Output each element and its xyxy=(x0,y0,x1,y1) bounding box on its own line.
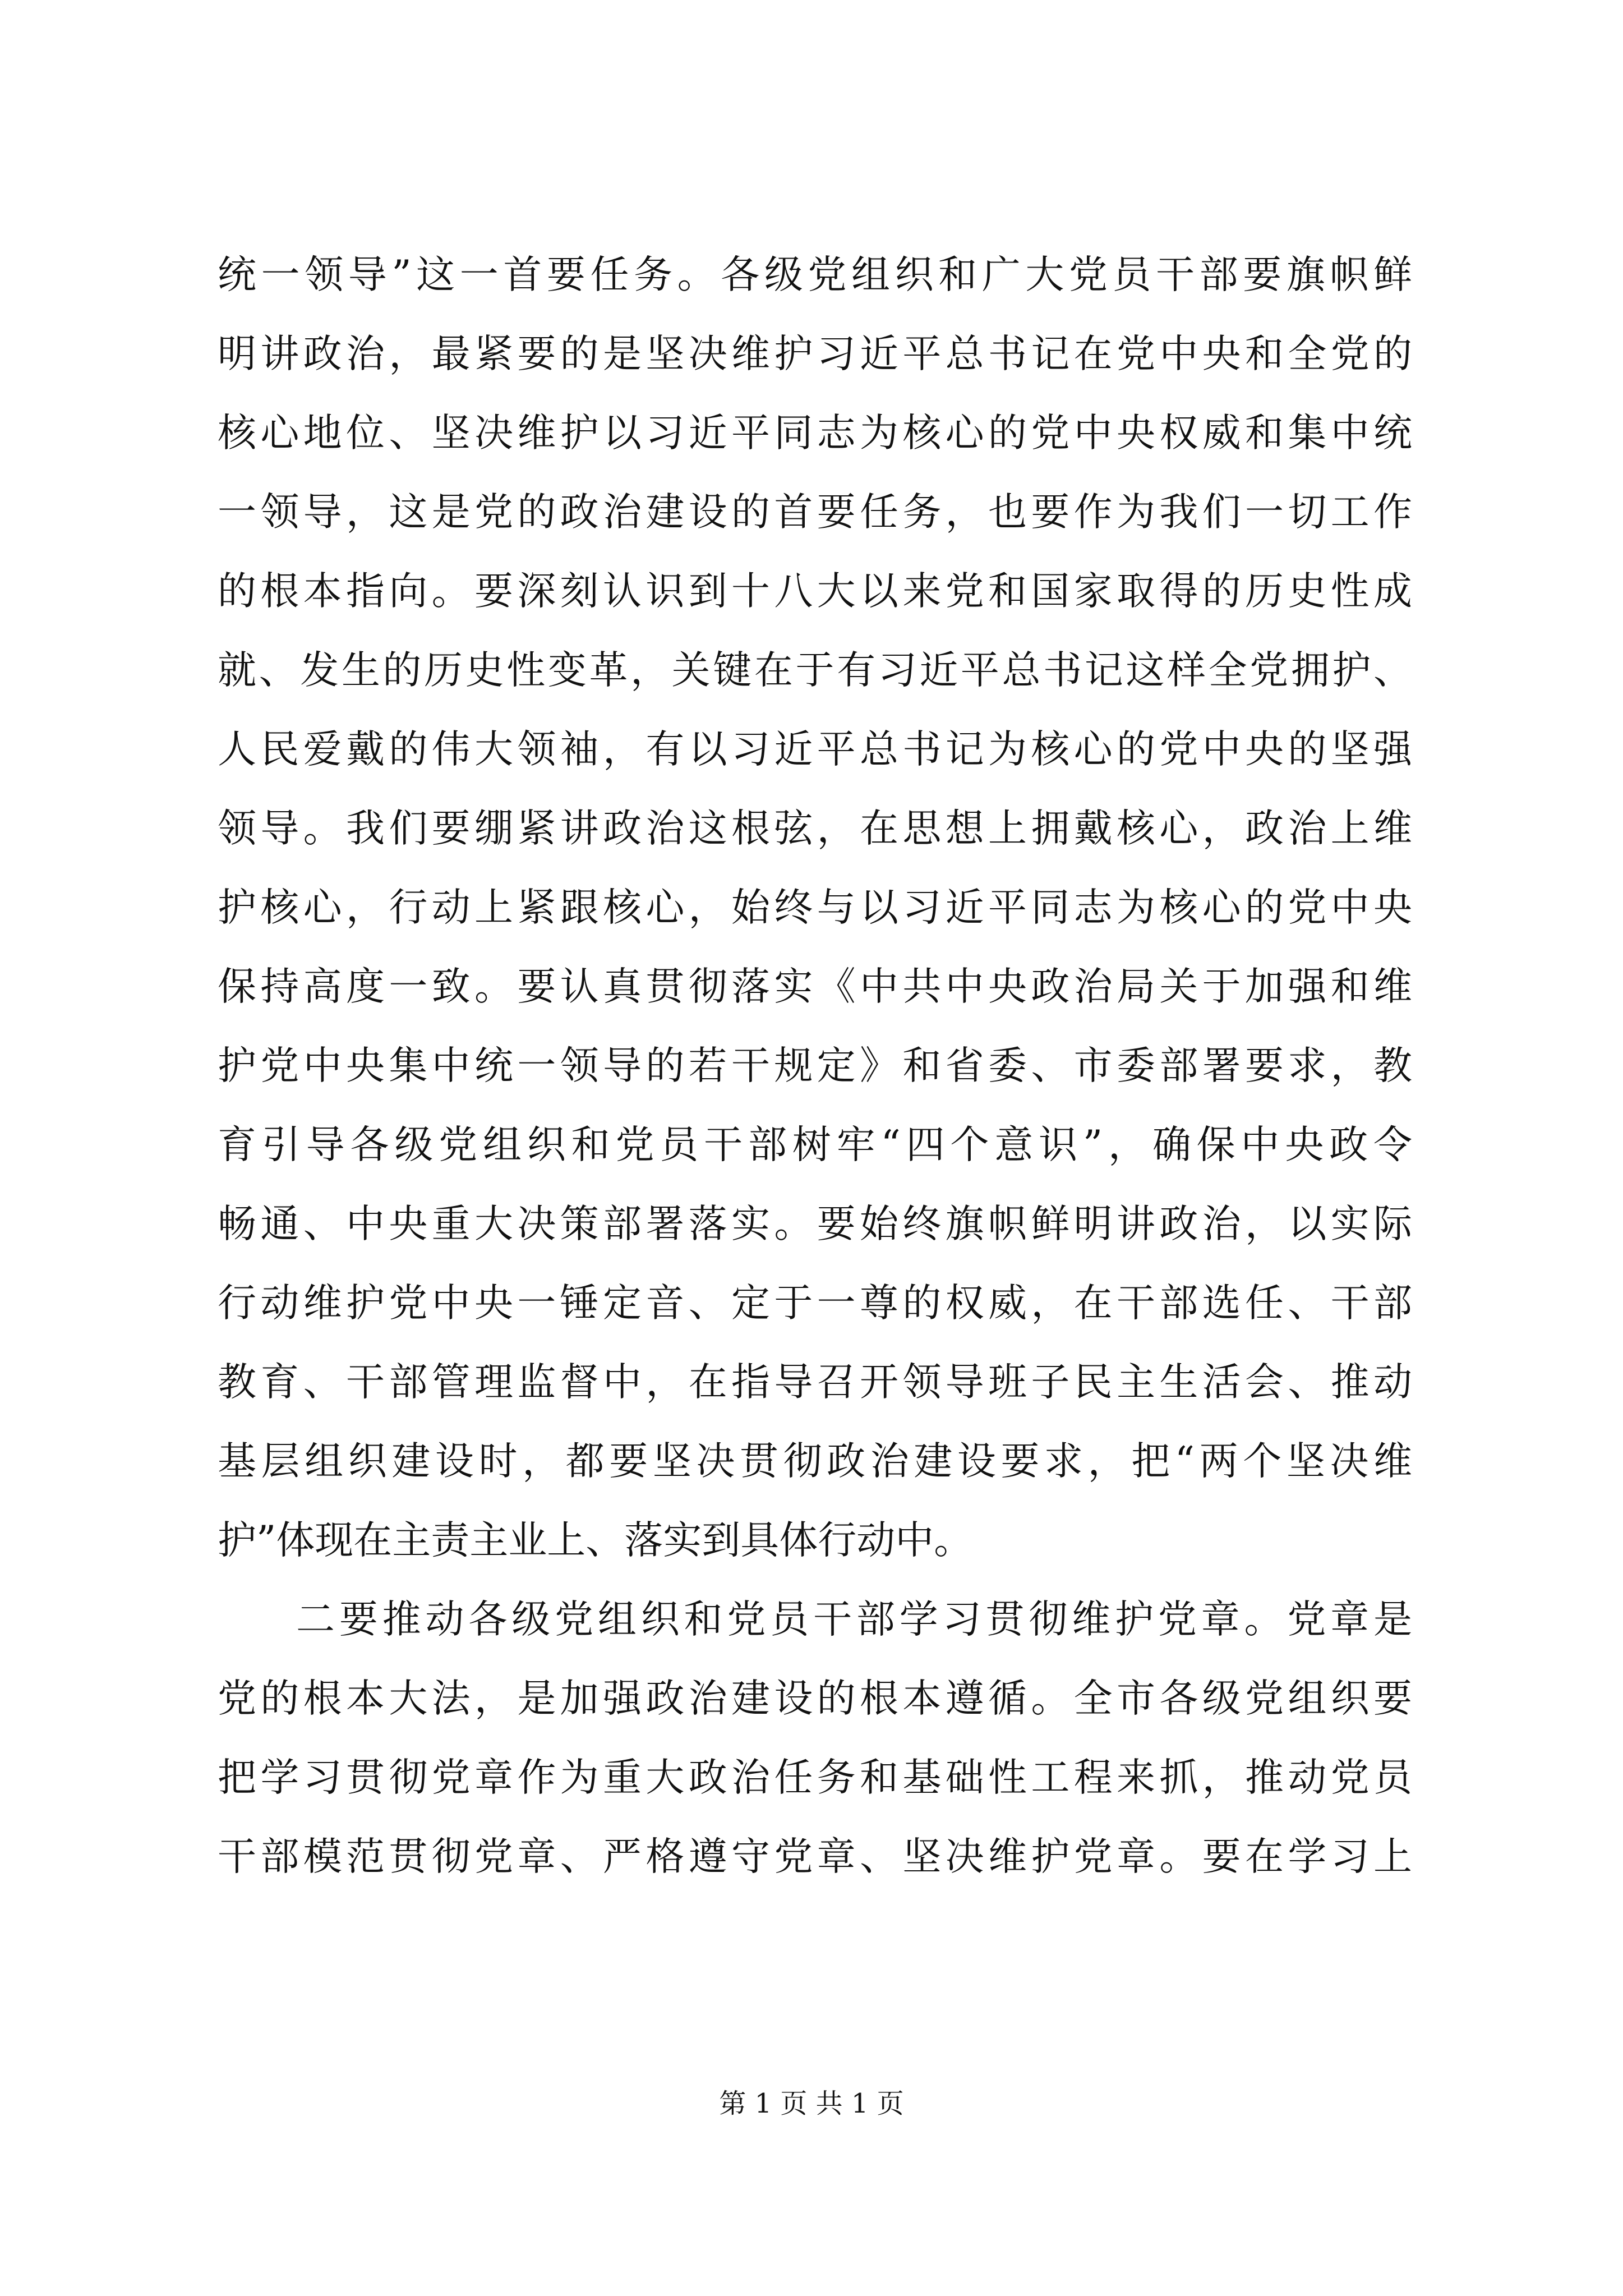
text-line: 的根本指向。要深刻认识到十八大以来党和国家取得的历史性成 xyxy=(218,569,1412,614)
text-line: 保持高度一致。要认真贯彻落实《中共中央政治局关于加强和维 xyxy=(218,964,1412,1009)
text-line: 基层组织建设时，都要坚决贯彻政治建设要求，把“两个坚决维 xyxy=(218,1439,1412,1484)
text-line: 育引导各级党组织和党员干部树牢“四个意识”，确保中央政令 xyxy=(218,1122,1412,1167)
text-line: 就、发生的历史性变革，关键在于有习近平总书记这样全党拥护、 xyxy=(218,648,1412,693)
text-line: 一领导，这是党的政治建设的首要任务，也要作为我们一切工作 xyxy=(218,490,1412,535)
text-line: 统一领导”这一首要任务。各级党组织和广大党员干部要旗帜鲜 xyxy=(218,252,1412,297)
text-line: 领导。我们要绷紧讲政治这根弦，在思想上拥戴核心，政治上维 xyxy=(218,806,1412,851)
paragraph-start-line: 二要推动各级党组织和党员干部学习贯彻维护党章。党章是 xyxy=(296,1597,1412,1642)
paragraph-end-line: 护”体现在主责主业上、落实到具体行动中。 xyxy=(218,1518,973,1563)
text-line: 把学习贯彻党章作为重大政治任务和基础性工程来抓，推动党员 xyxy=(218,1755,1412,1800)
text-line: 护党中央集中统一领导的若干规定》和省委、市委部署要求，教 xyxy=(218,1043,1412,1088)
text-line: 教育、干部管理监督中，在指导召开领导班子民主生活会、推动 xyxy=(218,1360,1412,1405)
text-line: 护核心，行动上紧跟核心，始终与以习近平同志为核心的党中央 xyxy=(218,885,1412,930)
text-line: 干部模范贯彻党章、严格遵守党章、坚决维护党章。要在学习上 xyxy=(218,1834,1412,1879)
text-line: 人民爱戴的伟大领袖，有以习近平总书记为核心的党中央的坚强 xyxy=(218,727,1412,772)
text-line: 行动维护党中央一锤定音、定于一尊的权威，在干部选任、干部 xyxy=(218,1281,1412,1326)
document-body xyxy=(218,236,1412,1897)
text-line: 明讲政治，最紧要的是坚决维护习近平总书记在党中央和全党的 xyxy=(218,332,1412,376)
text-line: 畅通、中央重大决策部署落实。要始终旗帜鲜明讲政治，以实际 xyxy=(218,1202,1412,1246)
text-line: 党的根本大法，是加强政治建设的根本遵循。全市各级党组织要 xyxy=(218,1676,1412,1721)
page-number-footer: 第 1 页 共 1 页 xyxy=(719,2088,904,2119)
text-line: 核心地位、坚决维护以习近平同志为核心的党中央权威和集中统 xyxy=(218,411,1412,455)
